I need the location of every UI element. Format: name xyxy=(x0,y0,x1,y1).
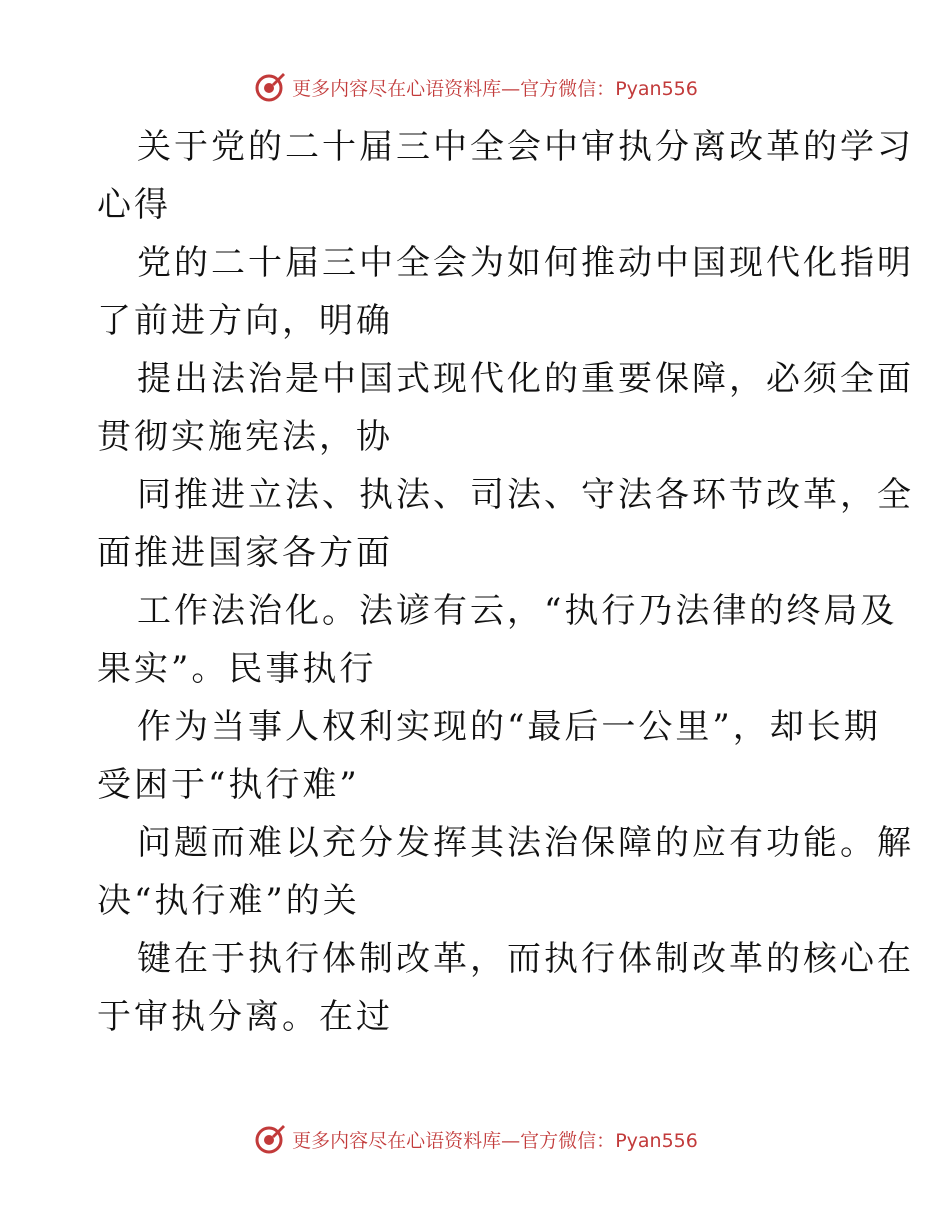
text-line: 关于党的二十届三中全会中审执分离改革的学习 xyxy=(137,127,914,167)
document-title xyxy=(97,118,914,234)
text-line: 受困于“执行难” xyxy=(97,765,360,805)
paragraph xyxy=(97,350,914,466)
text-line: 问题而难以充分发挥其法治保障的应有功能。解 xyxy=(137,823,914,863)
paragraph xyxy=(97,582,898,698)
watermark-separator: — xyxy=(501,77,521,100)
text-line: 同推进立法、执法、司法、守法各环节改革，全 xyxy=(137,475,914,515)
watermark-contact-label: 官方微信： xyxy=(520,77,616,100)
text-line: 于审执分离。在过 xyxy=(97,997,393,1037)
watermark-text xyxy=(292,74,698,101)
text-line: 键在于执行体制改革，而执行体制改革的核心在 xyxy=(137,939,914,979)
text-line: 提出法治是中国式现代化的重要保障，必须全面 xyxy=(137,359,914,399)
text-line: 党的二十届三中全会为如何推动中国现代化指明 xyxy=(137,243,914,283)
watermark-wechat-id: Pyan556 xyxy=(615,1129,698,1152)
text-line: 决“执行难”的关 xyxy=(97,881,360,921)
watermark-separator: — xyxy=(501,1129,521,1152)
paragraph xyxy=(97,466,914,582)
paragraph xyxy=(97,698,881,814)
pen-logo-icon xyxy=(252,1122,286,1156)
text-line: 工作法治化。法谚有云，“执行乃法律的终局及 xyxy=(137,591,898,631)
text-line: 面推进国家各方面 xyxy=(97,533,393,573)
text-line: 果实”。民事执行 xyxy=(97,649,377,689)
footer-watermark xyxy=(0,1122,950,1156)
paragraph xyxy=(97,930,914,1046)
watermark-title: 更多内容尽在心语资料库 xyxy=(292,1129,502,1152)
text-line: 作为当事人权利实现的“最后一公里”，却长期 xyxy=(137,707,881,747)
document-body xyxy=(97,118,914,1046)
text-line: 了前进方向，明确 xyxy=(97,301,393,341)
text-line: 心得 xyxy=(97,185,171,225)
watermark-title: 更多内容尽在心语资料库 xyxy=(292,77,502,100)
watermark-contact-label: 官方微信： xyxy=(520,1129,616,1152)
watermark-wechat-id: Pyan556 xyxy=(615,77,698,100)
watermark-text xyxy=(292,1126,698,1153)
paragraph xyxy=(97,814,914,930)
header-watermark xyxy=(0,70,950,104)
pen-logo-icon xyxy=(252,70,286,104)
paragraph xyxy=(97,234,914,350)
text-line: 贯彻实施宪法，协 xyxy=(97,417,393,457)
